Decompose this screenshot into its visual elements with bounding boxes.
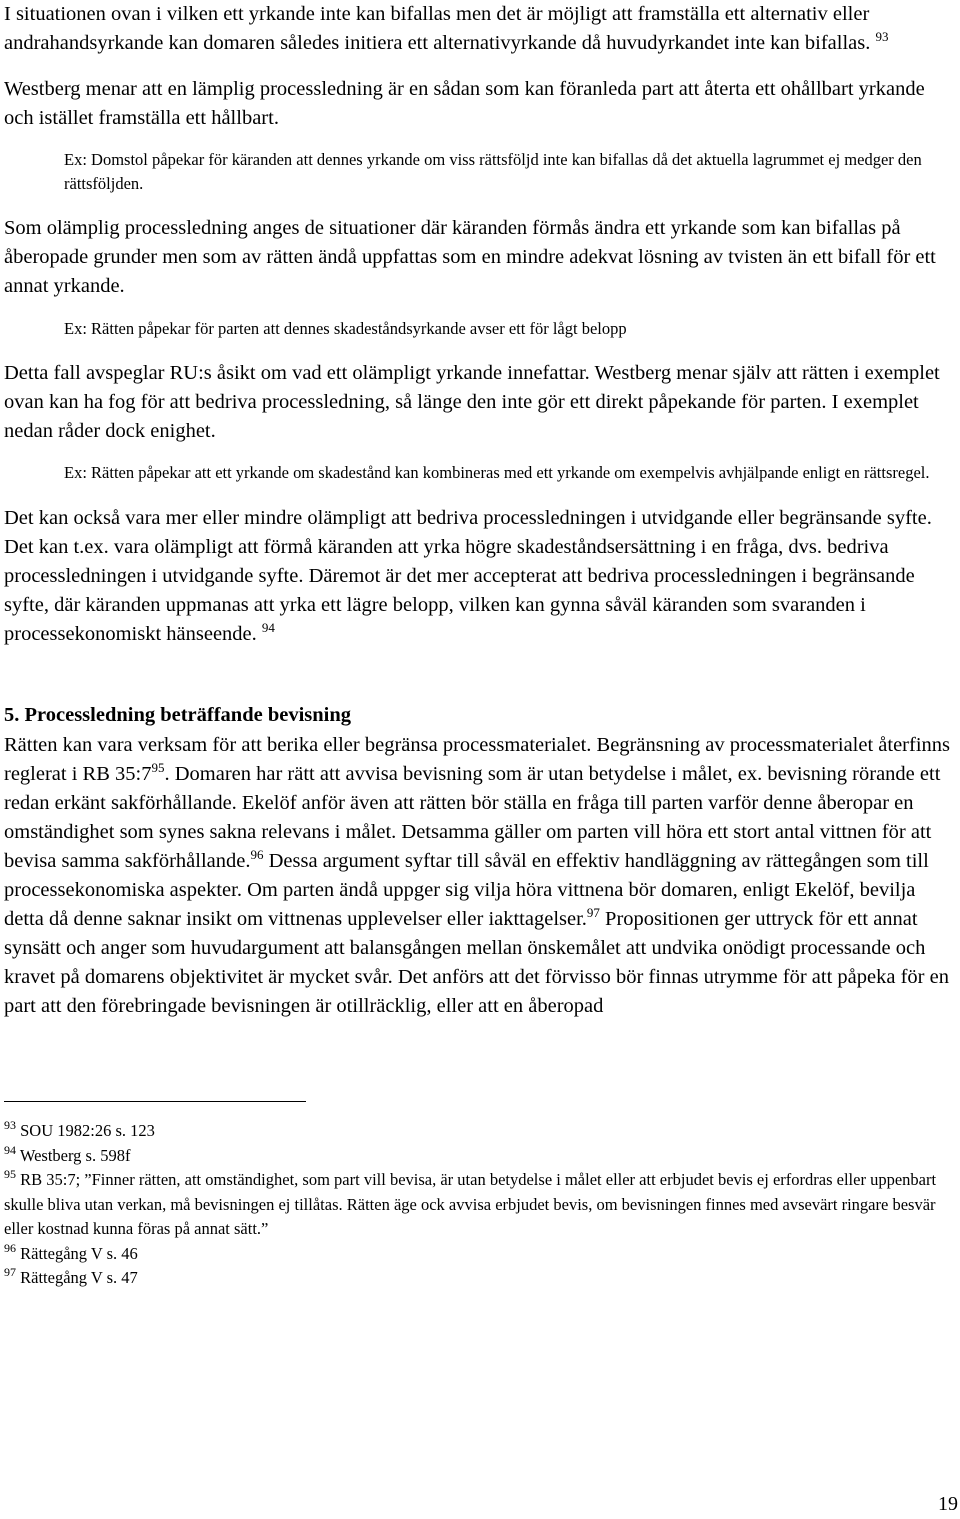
- footnote-text: RB 35:7; ”Finner rätten, att omständighet, som part vill bevisa, är utan betydelse i målet eller att erbjudet bevis ej erfordras eller uppenbart skulle bliva utan verkan, må bevisningen ej tillåtas. Rätten äge ock avvisa erbjudet bevis, om bevisningen finnes med avsevärt ringare besvär eller kostnad kunna föras på annat sätt.”: [4, 1170, 937, 1238]
- footnote-text: Rättegång V s. 46: [16, 1243, 138, 1263]
- footnote-93: [4, 1119, 958, 1144]
- paragraph-ru-asikt: Detta fall avspeglar RU:s åsikt om vad ett olämpligt yrkande innefattar. Westberg menar själv att rätten i exemplet ovan kan ha fog för att bedriva processledning, så länge den inte gör ett direkt påpekande för parten. I exemplet nedan råder dock enighet.: [4, 362, 940, 442]
- paragraph-text: . Domaren har rätt att avvisa bevisning som är utan betydelse i målet, ex. bevisning rörande ett redan erkänt sakförhållande. Ekelöf anför även att rätten bör ställa en fråga till parten varför denne åberopar en omständighet som synes sakna relevans i målet. Detsamma gäller om parten vill höra ett stort antal vittnen för att bevisa samma sakförhållande.: [4, 763, 941, 872]
- example-skadestand-lagt-belopp: Ex: Rätten påpekar för parten att dennes skadeståndsyrkande avser ett för lågt belopp: [64, 319, 627, 338]
- footnote-number: 93: [4, 1118, 16, 1132]
- paragraph-text: Propositionen ger uttryck för ett annat synsätt och anger som huvudargument att balansgången mellan önskemålet att undvika onödigt processande och kravet på domarens objektivitet är mycket svår. Det anförs att det förvisso bör finnas utrymme för att påpeka för en part att den förebringade bevisningen är otillräcklig, eller att en åberopad: [4, 908, 949, 1017]
- footnote-96: [4, 1242, 958, 1267]
- footnote-95: [4, 1168, 958, 1242]
- document-page: [4, 0, 958, 1291]
- example-kombinera-yrkande: Ex: Rätten påpekar att ett yrkande om skadestånd kan kombineras med ett yrkande om exempelvis avhjälpande enligt en rättsregel.: [64, 463, 930, 482]
- footnote-text: SOU 1982:26 s. 123: [16, 1121, 155, 1140]
- example-domstol: Ex: Domstol påpekar för käranden att dennes yrkande om viss rättsföljd inte kan bifallas då det aktuella lagrummet ej medger den rättsföljden.: [64, 150, 922, 193]
- footnote-ref-93[interactable]: 93: [875, 29, 889, 44]
- paragraph-utvidgande-begransande: [4, 504, 958, 649]
- footnote-ref-94[interactable]: 94: [261, 620, 275, 635]
- paragraph-text: Det kan också vara mer eller mindre olämpligt att bedriva processledningen i utvidgande eller begränsande syfte. Det kan t.ex. vara olämpligt att förmå käranden att yrka högre skadeståndsersättning i en fråga, dvs. bedriva processledningen i utvidgande syfte. Däremot är det mer accepterat att bedriva processledningen i begränsande syfte, där käranden uppmanas att yrka ett lägre belopp, vilken kan gynna såväl käranden som svaranden i processekonomiskt hänseende.: [4, 507, 932, 645]
- footnote-ref-96[interactable]: 96: [250, 847, 264, 862]
- footnotes: [4, 1119, 958, 1291]
- paragraph-text: Rätten kan vara verksam för att berika eller begränsa processmaterialet. Begränsning av processmaterialet återfinns reglerat i RB 35:7: [4, 734, 951, 785]
- paragraph-text: I situationen ovan i vilken ett yrkande inte kan bifallas men det är möjligt att framställa ett alternativ eller andrahandsyrkande kan domaren således initiera ett alternativyrkande då huvudyrkandet inte kan bifallas.: [4, 3, 871, 54]
- footnote-number: 96: [4, 1240, 16, 1255]
- paragraph-olamplig: Som olämplig processledning anges de situationer där käranden förmås ändra ett yrkande som kan bifallas på åberopade grunder men som av rätten ändå uppfattas som en mindre adekvat lösning av tvisten än ett bifall för ett annat yrkande.: [4, 217, 936, 297]
- section-heading: 5. Processledning beträffande bevisning: [4, 704, 351, 726]
- paragraph-alternativyrkande: [4, 0, 958, 58]
- footnote-text: Westberg s. 598f: [16, 1145, 131, 1165]
- footnote-ref-97[interactable]: 97: [586, 905, 600, 920]
- footnote-ref-95[interactable]: 95: [151, 760, 165, 775]
- footnote-text: Rättegång V s. 47: [16, 1268, 138, 1287]
- paragraph-bevisning: [4, 731, 958, 1021]
- paragraph-westberg-lamplig: Westberg menar att en lämplig processledning är en sådan som kan föranleda part att återta ett ohållbart yrkande och istället framställa ett hållbart.: [4, 78, 925, 129]
- footnote-number: 95: [4, 1167, 16, 1181]
- footnote-separator: [4, 1101, 306, 1102]
- footnote-number: 94: [4, 1142, 16, 1157]
- footnote-number: 97: [4, 1265, 16, 1279]
- footnote-94: [4, 1144, 958, 1169]
- page-number: 19: [938, 1493, 958, 1515]
- paragraph-text: Dessa argument syftar till såväl en effektiv handläggning av rättegången som till processekonomiska aspekter. Om parten ändå uppger sig vilja höra vittnena bör domaren, enligt Ekelöf, bevilja detta då denne saknar insikt om vittnenas upplevelser eller iakttagelser.: [4, 850, 929, 930]
- footnote-97: [4, 1266, 958, 1291]
